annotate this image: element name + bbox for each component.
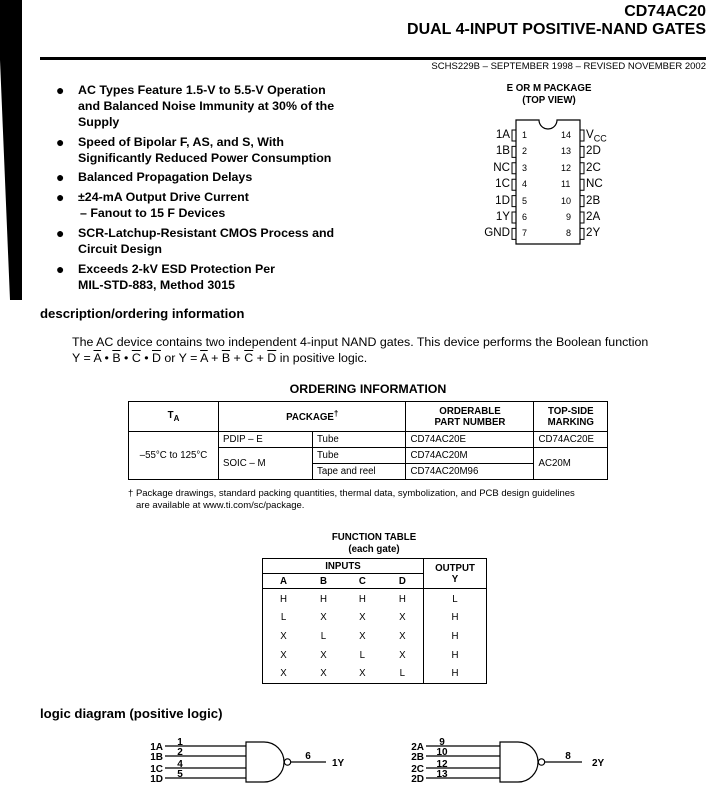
input-label: 2A — [411, 742, 424, 753]
pin-label: GND — [484, 226, 510, 240]
doc-title: DUAL 4-INPUT POSITIVE-NAND GATES — [407, 21, 706, 38]
function-table-title: FUNCTION TABLE — [331, 532, 417, 543]
input-label: 1C — [150, 764, 163, 775]
input-label: 1A — [150, 742, 163, 753]
pin-number: 13 — [561, 146, 572, 157]
input-label: 2D — [411, 774, 424, 785]
pin-number: 5 — [522, 195, 528, 206]
page-edge-bar — [0, 0, 24, 806]
pin-label: $V_{CC}$ — [586, 128, 607, 144]
pin-number: 4 — [177, 759, 183, 770]
section-heading: logic diagram (positive logic) — [40, 706, 223, 721]
function-table: INPUTS OUTPUT Y A B C D H H H H L L X X X H X L X X H X X L X H X X X L H — [262, 558, 487, 684]
pin-number: 14 — [561, 130, 572, 140]
table-row: –55°C to 125°C PDIP – E Tube CD74AC20E CD74AC20E — [129, 432, 608, 448]
pin-number: 5 — [177, 769, 183, 780]
pin-label: 2A — [586, 210, 601, 223]
table-row: X X L X H — [263, 646, 487, 665]
pin-number: 2 — [177, 747, 183, 758]
col-output: OUTPUT Y — [424, 559, 487, 589]
feature-item: ● Exceeds 2-kV ESD Protection Per MIL-STD-883, Method 3015 — [56, 261, 275, 292]
bullet-icon: ● — [56, 134, 65, 150]
pin-number: 10 — [436, 747, 448, 758]
boolean-equation: $Y = \overline{A}$ • $\overline{B}$ • $\overline{C}$ • $\overline{D}$ or $Y = \overline{A} + \overline{B} + \overline{C} + \overline{D}$ in positive logic. — [72, 351, 368, 365]
bullet-icon: ● — [56, 169, 65, 185]
pin-label: 2C — [586, 160, 601, 174]
ordering-title: ORDERING INFORMATION — [289, 382, 447, 396]
description-text: The AC device contains two independent 4-input NAND gates. This device performs the Boolean function $Y = \overline{A}$ • $\overline{B}$ • $\overline{C}$ • $\overline{D}$ or $Y = \overline{A} + \overline{B} + \overline{C} + \overline{D}$ in positive logic. — [72, 334, 712, 366]
pin-label: NC — [586, 177, 603, 191]
ordering-table — [128, 401, 608, 480]
table-row: H H H H L — [263, 589, 487, 608]
col-marking: TOP-SIDE MARKING — [534, 402, 608, 432]
bullet-icon: ● — [56, 261, 65, 277]
header-rule — [40, 57, 706, 60]
pin-number: 12 — [561, 162, 572, 173]
pin-number: 8 — [566, 228, 572, 239]
pin-number: 4 — [522, 179, 528, 190]
pin-number: 7 — [522, 228, 528, 239]
pin-label: 1Y — [495, 210, 510, 223]
bullet-icon: ● — [56, 82, 65, 98]
pin-number: 12 — [436, 759, 448, 770]
col-part-number: ORDERABLE PART NUMBER — [406, 402, 534, 432]
table-row: X L X X H — [263, 627, 487, 646]
bullet-icon: ● — [56, 189, 65, 205]
pin-label: 1C — [495, 177, 510, 191]
col-inputs: INPUTS — [263, 559, 424, 574]
input-label: 2C — [411, 764, 424, 775]
function-table-subtitle: (each gate) — [348, 544, 400, 555]
pin-number: 13 — [436, 769, 448, 780]
pin-label: 2D — [586, 144, 601, 158]
feature-item: ● Speed of Bipolar F, AS, and S, With Significantly Reduced Power Consumption — [56, 134, 332, 165]
package-subtitle: (TOP VIEW) — [522, 95, 576, 106]
pin-number: 8 — [565, 751, 571, 762]
input-label: 1B — [150, 752, 163, 763]
logic-diagram — [0, 730, 714, 806]
ordering-footnote: † Package drawings, standard packing quantities, thermal data, symbolization, and PCB design guidelines are available at www.ti.com/sc/package. — [128, 488, 575, 511]
pin-number: 6 — [522, 212, 528, 222]
col-package: PACKAGE† — [219, 402, 406, 432]
pin-number: 9 — [566, 212, 572, 222]
table-row: Tape and reel CD74AC20M96 — [129, 464, 608, 480]
feature-item: ● ±24-mA Output Drive Current – Fanout to 15 F Devices — [56, 189, 249, 220]
pin-number: 6 — [305, 751, 311, 762]
pin-number: 11 — [561, 179, 571, 190]
pin-label: 1A — [495, 128, 510, 141]
pin-label: NC — [493, 160, 510, 174]
feature-item: ● SCR-Latchup-Resistant CMOS Process and Circuit Design — [56, 225, 335, 256]
pin-number: 2 — [522, 146, 528, 157]
table-row: L X X X H — [263, 608, 487, 627]
section-heading: description/ordering information — [40, 306, 245, 321]
output-label: 2Y — [592, 758, 605, 769]
pin-label: 1D — [495, 193, 510, 207]
doc-id: SCHS229B – SEPTEMBER 1998 – REVISED NOVEMBER 2002 — [431, 61, 706, 72]
feature-item: ● AC Types Feature 1.5-V to 5.5-V Operation and Balanced Noise Immunity at 30% of the Supply — [56, 82, 335, 129]
pin-number: 1 — [522, 130, 528, 140]
pin-label: 2Y — [586, 226, 601, 240]
col-ta: $T_A$ — [129, 402, 219, 432]
part-number: CD74AC20 — [624, 3, 706, 20]
package-title: E OR M PACKAGE — [506, 83, 592, 94]
table-row: SOIC – M Tube CD74AC20M AC20M — [129, 448, 608, 464]
pin-number: 10 — [561, 195, 572, 206]
pin-label: 1B — [495, 144, 510, 158]
pin-label: 2B — [586, 193, 601, 207]
pin-number: 3 — [522, 162, 528, 173]
table-row: X X X L H — [263, 665, 487, 684]
output-label: 1Y — [332, 758, 345, 769]
bullet-icon: ● — [56, 225, 65, 241]
feature-item: ● Balanced Propagation Delays — [56, 169, 253, 185]
input-label: 1D — [150, 774, 163, 785]
input-label: 2B — [411, 752, 424, 763]
pin-number: 9 — [439, 737, 445, 748]
pin-number: 1 — [177, 737, 183, 748]
